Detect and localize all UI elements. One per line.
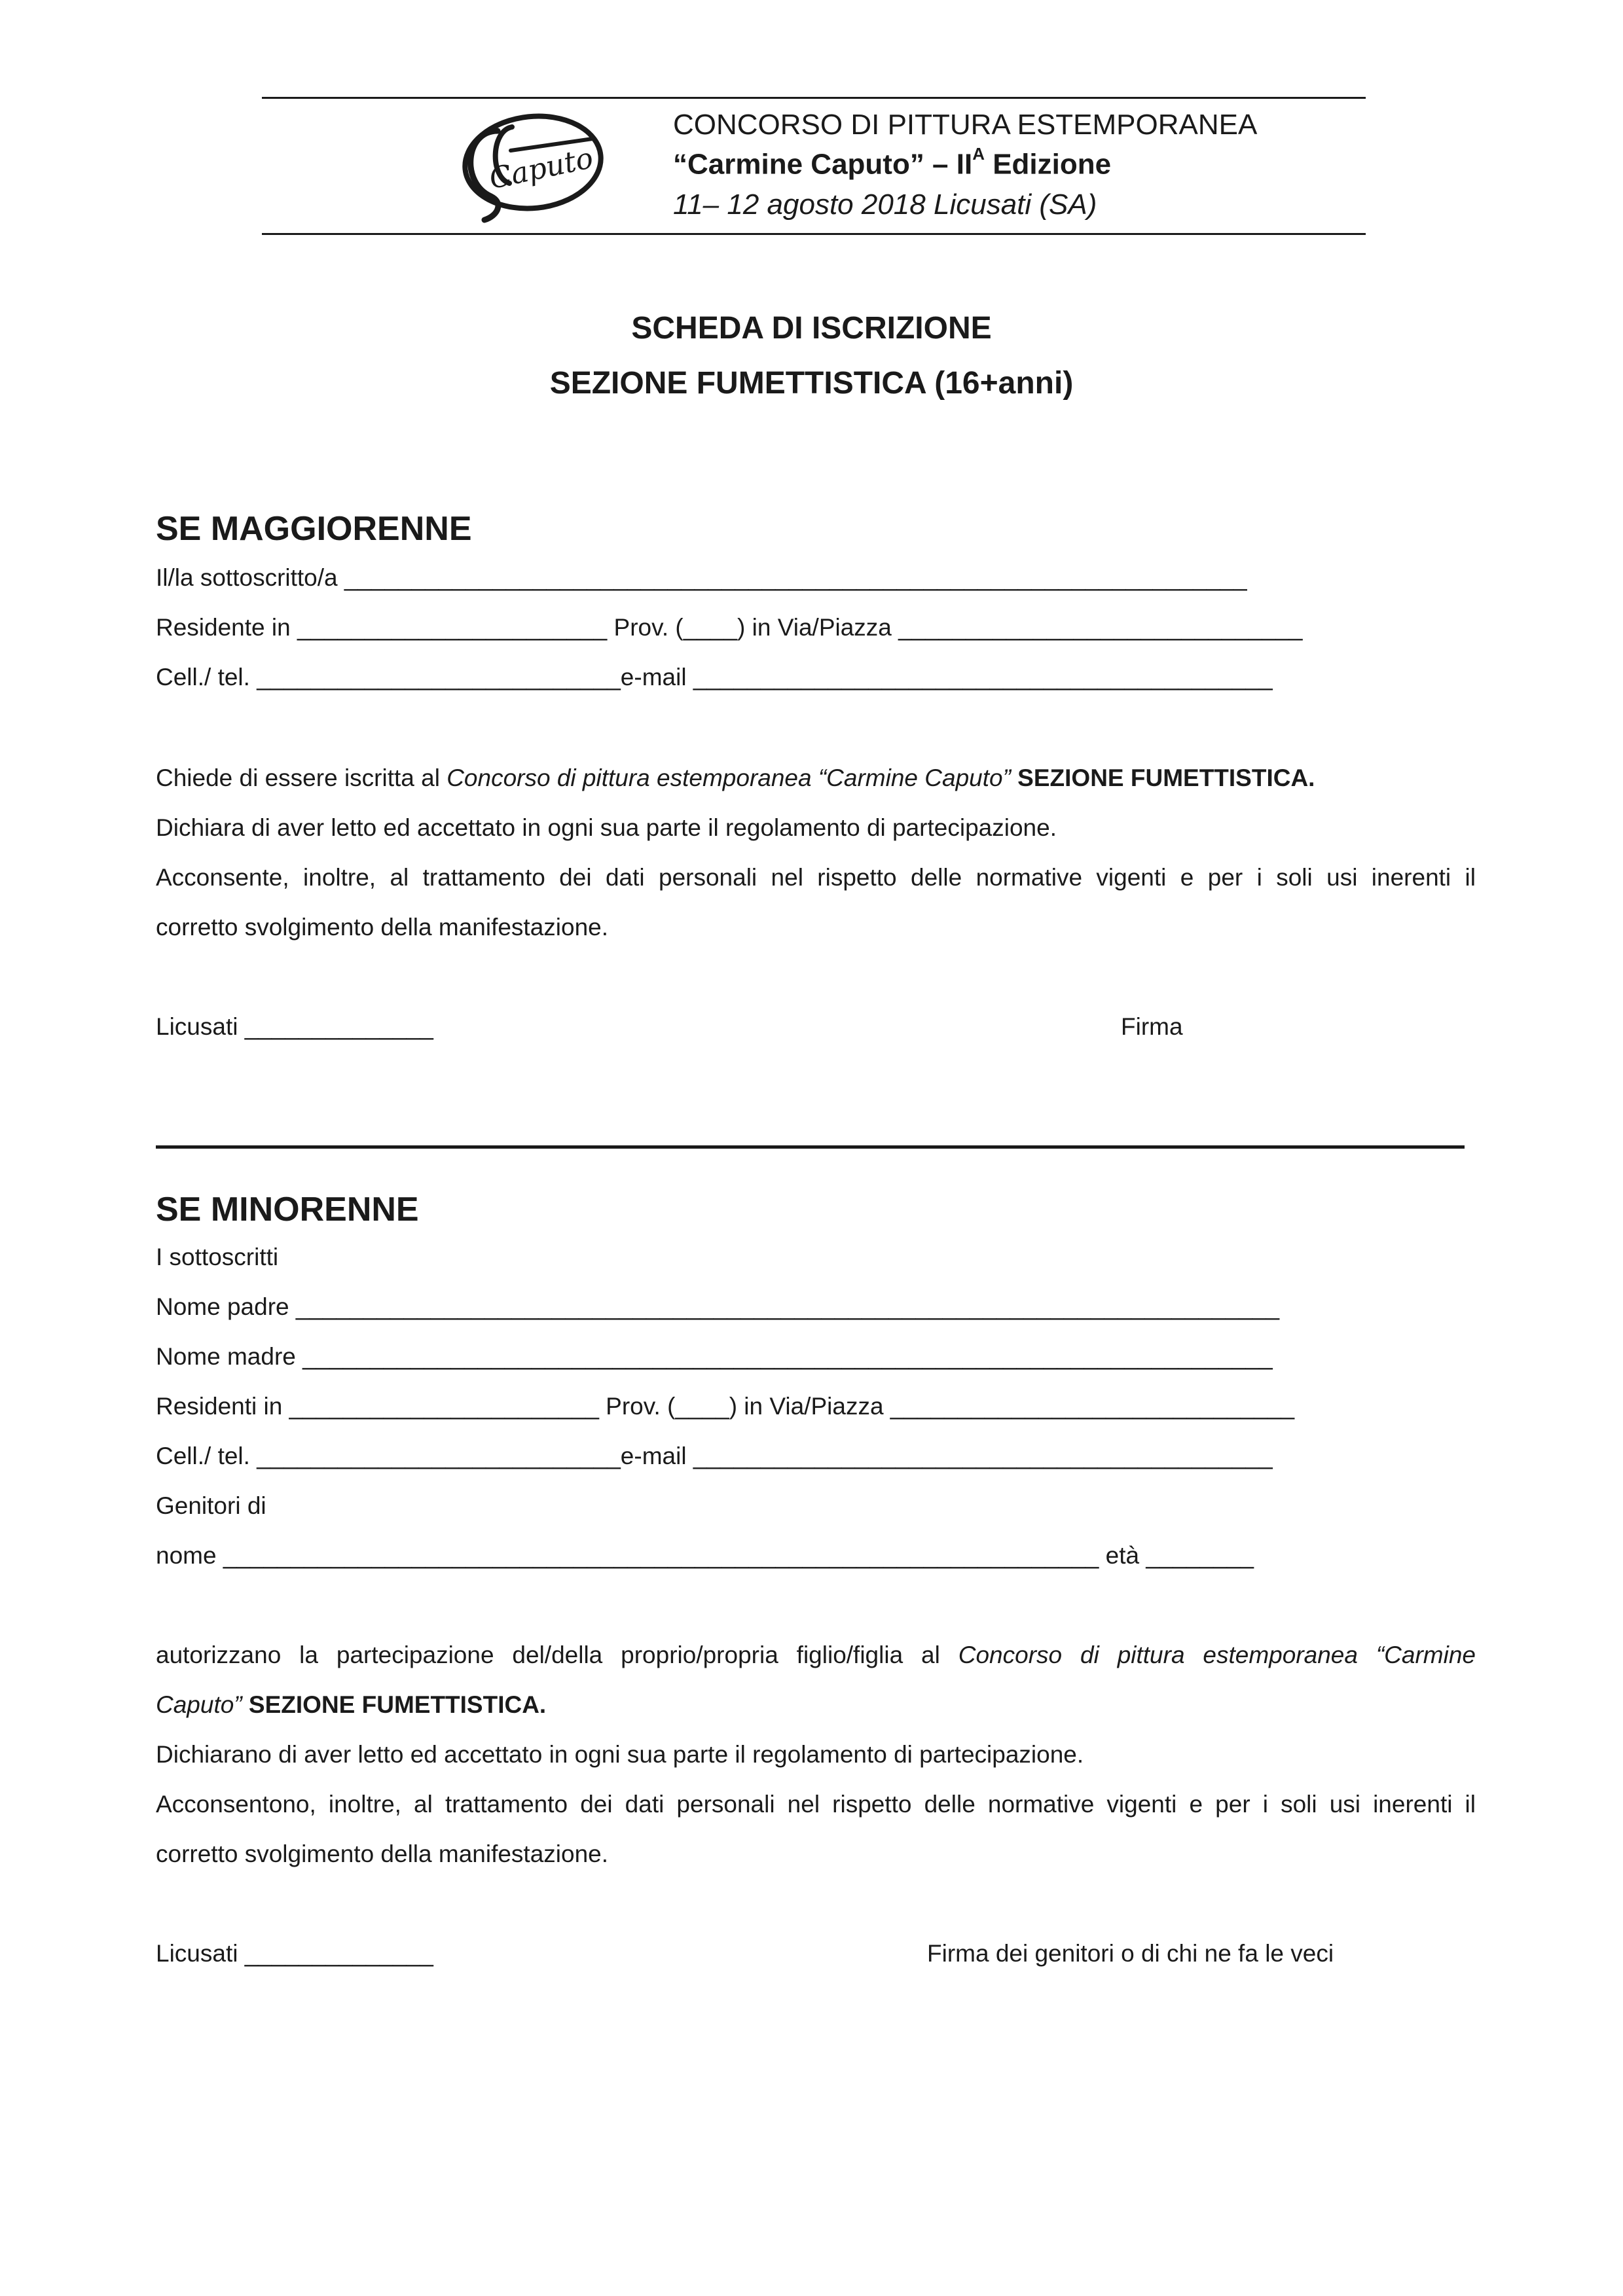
parents-signature-label: Firma dei genitori o di chi ne fa le veci (927, 1940, 1334, 1967)
section-heading-minor: SE MINORENNE (156, 1191, 419, 1229)
svg-text:Caputo: Caputo (486, 141, 596, 196)
header-line-2: “Carmine Caputo” – $II^A$ Edizione (673, 144, 1112, 181)
section-heading-adult: SE MAGGIORENNE (156, 510, 472, 548)
father-name-field[interactable]: Nome padre _________________________________________________________________________ (156, 1293, 1280, 1320)
form-title-line-2: SEZIONE FUMETTISTICA (16+anni) (549, 366, 1074, 401)
header-bottom-rule (262, 233, 1366, 235)
adult-consent-text-2: corretto svolgimento della manifestazione. (156, 914, 609, 941)
minor-place-date-field[interactable]: Licusati ______________ (156, 1940, 433, 1967)
adult-contact-field[interactable]: Cell./ tel. ___________________________e-mail ___________________________________________ (156, 664, 1273, 691)
minor-authorization-text-1: autorizzano la partecipazione del/della proprio/propria figlio/figlia al Concorso di pittura estemporanea “Carmine (156, 1641, 1476, 1668)
child-name-age-field[interactable]: nome _________________________________________________________________ età ________ (156, 1542, 1254, 1569)
caputo-logo (452, 105, 609, 226)
adult-signature-label: Firma (1121, 1013, 1183, 1040)
minor-consent-text-1: Acconsentono, inoltre, al trattamento dei dati personali nel rispetto delle normative vigenti e per i soli usi inerenti il (156, 1791, 1476, 1818)
section-separator (156, 1145, 1465, 1149)
parents-contact-field[interactable]: Cell./ tel. ___________________________e-mail ___________________________________________ (156, 1443, 1273, 1469)
header-line-1: CONCORSO DI PITTURA ESTEMPORANEA (673, 109, 1258, 141)
adult-consent-text-1: Acconsente, inoltre, al trattamento dei dati personali nel rispetto delle normative vigenti e per i soli usi inerenti il (156, 864, 1476, 891)
minor-authorization-text-2: Caputo” SEZIONE FUMETTISTICA. (156, 1691, 547, 1718)
header-line-3: 11– 12 agosto 2018 Licusati (SA) (673, 188, 1097, 221)
parents-residence-field[interactable]: Residenti in _______________________ Prov. (____) in Via/Piazza ______________________________ (156, 1393, 1295, 1420)
parents-of-label: Genitori di (156, 1492, 266, 1519)
adult-name-field[interactable]: Il/la sottoscritto/a ___________________________________________________________________ (156, 564, 1247, 591)
header-top-rule (262, 97, 1366, 99)
adult-residence-field[interactable]: Residente in _______________________ Prov. (____) in Via/Piazza ______________________________ (156, 614, 1303, 641)
minor-declaration-text: Dichiarano di aver letto ed accettato in ogni sua parte il regolamento di partecipazione. (156, 1741, 1084, 1768)
minor-intro-text: I sottoscritti (156, 1244, 279, 1270)
form-title-line-1: SCHEDA DI ISCRIZIONE (631, 311, 992, 346)
adult-place-date-field[interactable]: Licusati ______________ (156, 1013, 433, 1040)
mother-name-field[interactable]: Nome madre ________________________________________________________________________ (156, 1343, 1273, 1370)
minor-consent-text-2: corretto svolgimento della manifestazione. (156, 1840, 609, 1867)
adult-declaration-text: Dichiara di aver letto ed accettato in ogni sua parte il regolamento di partecipazione. (156, 814, 1057, 841)
adult-request-text: Chiede di essere iscritta al Concorso di pittura estemporanea “Carmine Caputo” SEZIONE FUMETTISTICA. (156, 764, 1315, 791)
